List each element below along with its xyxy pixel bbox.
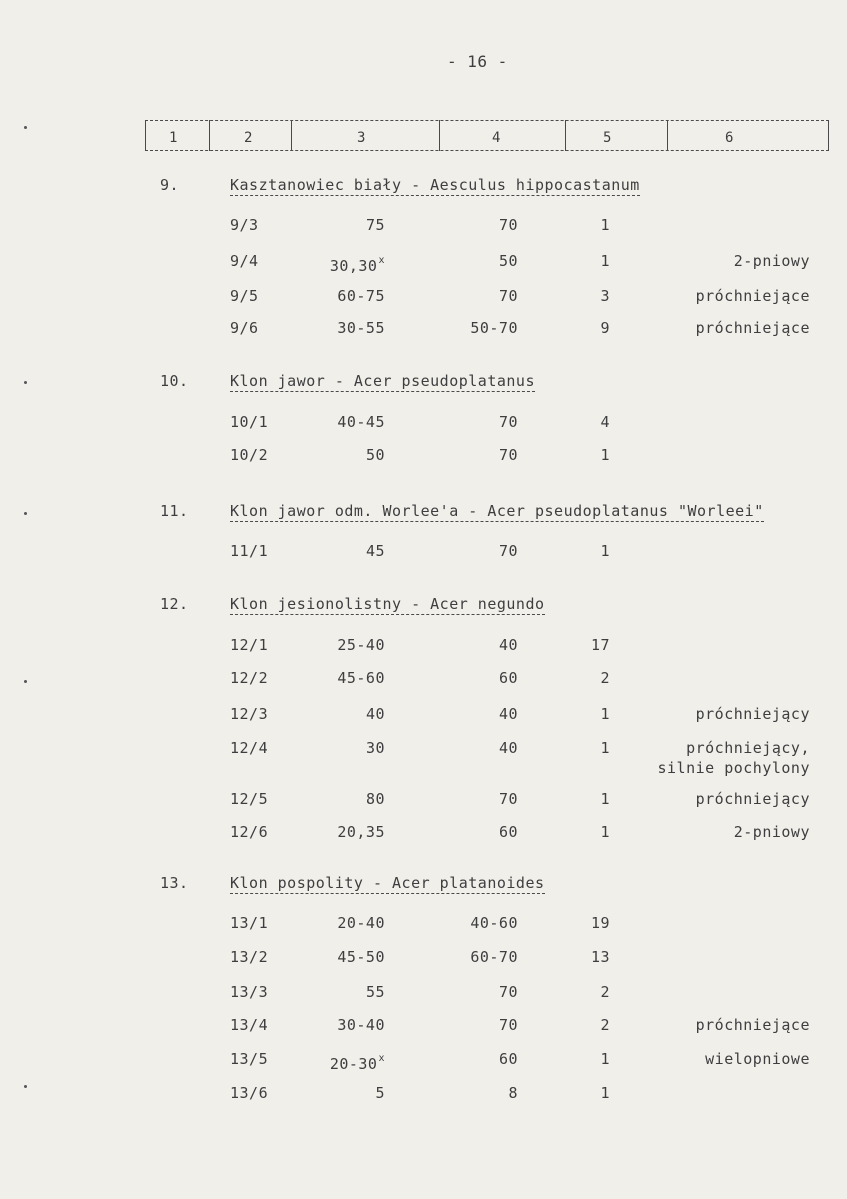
header-bottom-rule (145, 150, 829, 151)
count-value: 1 (600, 446, 610, 464)
count-value: 1 (600, 823, 610, 841)
circumference-value (300, 739, 385, 757)
circumference-text: 30-55 (337, 319, 385, 337)
remarks: 2-pniowy (733, 823, 810, 841)
circumference-value (300, 983, 385, 1001)
scan-mark (24, 1085, 27, 1088)
footnote-mark: x (378, 1053, 385, 1064)
circumference-text: 40-45 (337, 413, 385, 431)
tree-id: 11/1 (230, 542, 269, 560)
circumference-text: 50 (365, 446, 385, 464)
tree-id: 13/2 (230, 948, 269, 966)
tree-id: 12/1 (230, 636, 269, 654)
tree-id: 13/4 (230, 1016, 269, 1034)
circumference-text: 20,35 (337, 823, 385, 841)
height-value: 40 (498, 705, 518, 723)
count-value: 17 (590, 636, 610, 654)
scan-mark (24, 381, 27, 384)
height-value: 70 (498, 1016, 518, 1034)
remarks: próchniejące (695, 1016, 810, 1034)
column-header-6: 6 (725, 130, 734, 146)
height-value: 60-70 (470, 948, 518, 966)
circumference-text: 45-50 (337, 948, 385, 966)
count-value: 1 (600, 705, 610, 723)
circumference-value (300, 636, 385, 654)
height-value: 70 (498, 446, 518, 464)
circumference-value (300, 705, 385, 723)
tree-id: 13/3 (230, 983, 269, 1001)
circumference-text: 20-30 (329, 1055, 378, 1073)
height-value: 70 (498, 790, 518, 808)
circumference-text: 40 (365, 705, 385, 723)
header-divider (145, 120, 146, 151)
column-header-3: 3 (357, 130, 366, 146)
remarks: próchniejące (695, 287, 810, 305)
count-value: 1 (600, 542, 610, 560)
header-top-rule (145, 120, 829, 121)
remarks-continued: silnie pochylony (657, 759, 810, 777)
height-value: 60 (498, 1050, 518, 1068)
height-value: 70 (498, 983, 518, 1001)
remarks: 2-pniowy (733, 252, 810, 270)
circumference-text: 45-60 (337, 669, 385, 687)
circumference-value (300, 790, 385, 808)
tree-id: 12/3 (230, 705, 269, 723)
section-number: 11. (160, 502, 189, 520)
header-divider (828, 120, 829, 151)
circumference-value (300, 542, 385, 560)
count-value: 1 (600, 739, 610, 757)
section-number: 10. (160, 372, 189, 390)
count-value: 2 (600, 983, 610, 1001)
tree-id: 9/4 (230, 252, 259, 270)
count-value: 4 (600, 413, 610, 431)
circumference-text: 30-40 (337, 1016, 385, 1034)
count-value: 1 (600, 1084, 610, 1102)
tree-id: 10/2 (230, 446, 269, 464)
tree-id: 13/6 (230, 1084, 269, 1102)
height-value: 70 (498, 216, 518, 234)
count-value: 9 (600, 319, 610, 337)
page-number: - 16 - (447, 52, 508, 71)
column-header-5: 5 (603, 130, 612, 146)
circumference-text: 45 (365, 542, 385, 560)
column-header-2: 2 (244, 130, 253, 146)
height-value: 60 (498, 823, 518, 841)
circumference-value (300, 1084, 385, 1102)
tree-id: 12/2 (230, 669, 269, 687)
header-divider (291, 120, 292, 151)
height-value: 70 (498, 413, 518, 431)
remarks: próchniejące (695, 319, 810, 337)
tree-id: 12/4 (230, 739, 269, 757)
circumference-text: 25-40 (337, 636, 385, 654)
circumference-value (300, 823, 385, 841)
scan-mark (24, 126, 27, 129)
height-value: 60 (498, 669, 518, 687)
section-title: Klon jawor odm. Worlee'a - Acer pseudoplatanus "Worleei" (230, 502, 764, 520)
remarks: próchniejący, (686, 739, 810, 757)
column-header-4: 4 (492, 130, 501, 146)
circumference-text: 20-40 (337, 914, 385, 932)
count-value: 3 (600, 287, 610, 305)
count-value: 1 (600, 252, 610, 270)
section-number: 13. (160, 874, 189, 892)
height-value: 50 (498, 252, 518, 270)
remarks: próchniejący (695, 705, 810, 723)
section-title: Klon pospolity - Acer platanoides (230, 874, 545, 892)
circumference-text: 30 (365, 739, 385, 757)
height-value: 70 (498, 287, 518, 305)
height-value: 40 (498, 636, 518, 654)
tree-id: 12/5 (230, 790, 269, 808)
tree-id: 9/6 (230, 319, 259, 337)
circumference-text: 5 (375, 1084, 385, 1102)
circumference-value (300, 319, 385, 337)
circumference-value (300, 413, 385, 431)
circumference-value (300, 216, 385, 234)
header-divider (439, 120, 440, 151)
circumference-text: 75 (365, 216, 385, 234)
remarks: próchniejący (695, 790, 810, 808)
section-number: 9. (160, 176, 180, 194)
column-header-row (145, 120, 829, 152)
count-value: 13 (590, 948, 610, 966)
circumference-value (300, 1016, 385, 1034)
tree-id: 13/5 (230, 1050, 269, 1068)
circumference-value (300, 252, 385, 275)
circumference-value (300, 948, 385, 966)
header-divider (565, 120, 566, 151)
count-value: 2 (600, 1016, 610, 1034)
count-value: 1 (600, 216, 610, 234)
scan-mark (24, 680, 27, 683)
tree-id: 9/5 (230, 287, 259, 305)
circumference-value (300, 446, 385, 464)
count-value: 2 (600, 669, 610, 687)
section-title: Klon jesionolistny - Acer negundo (230, 595, 545, 613)
scan-mark (24, 512, 27, 515)
section-title: Klon jawor - Acer pseudoplatanus (230, 372, 535, 390)
circumference-text: 30,30 (329, 257, 378, 275)
height-value: 40 (498, 739, 518, 757)
tree-id: 9/3 (230, 216, 259, 234)
count-value: 19 (590, 914, 610, 932)
circumference-text: 80 (365, 790, 385, 808)
circumference-value (300, 914, 385, 932)
column-header-1: 1 (169, 130, 178, 146)
tree-id: 10/1 (230, 413, 269, 431)
count-value: 1 (600, 1050, 610, 1068)
circumference-text: 60-75 (337, 287, 385, 305)
height-value: 50-70 (470, 319, 518, 337)
height-value: 70 (498, 542, 518, 560)
circumference-value (300, 669, 385, 687)
tree-id: 13/1 (230, 914, 269, 932)
circumference-value (300, 287, 385, 305)
header-divider (667, 120, 668, 151)
count-value: 1 (600, 790, 610, 808)
header-divider (209, 120, 210, 151)
section-title: Kasztanowiec biały - Aesculus hippocastanum (230, 176, 640, 194)
circumference-text: 55 (365, 983, 385, 1001)
remarks: wielopniowe (705, 1050, 810, 1068)
height-value: 40-60 (470, 914, 518, 932)
section-number: 12. (160, 595, 189, 613)
footnote-mark: x (378, 255, 385, 266)
tree-id: 12/6 (230, 823, 269, 841)
circumference-value (300, 1050, 385, 1073)
height-value: 8 (508, 1084, 518, 1102)
